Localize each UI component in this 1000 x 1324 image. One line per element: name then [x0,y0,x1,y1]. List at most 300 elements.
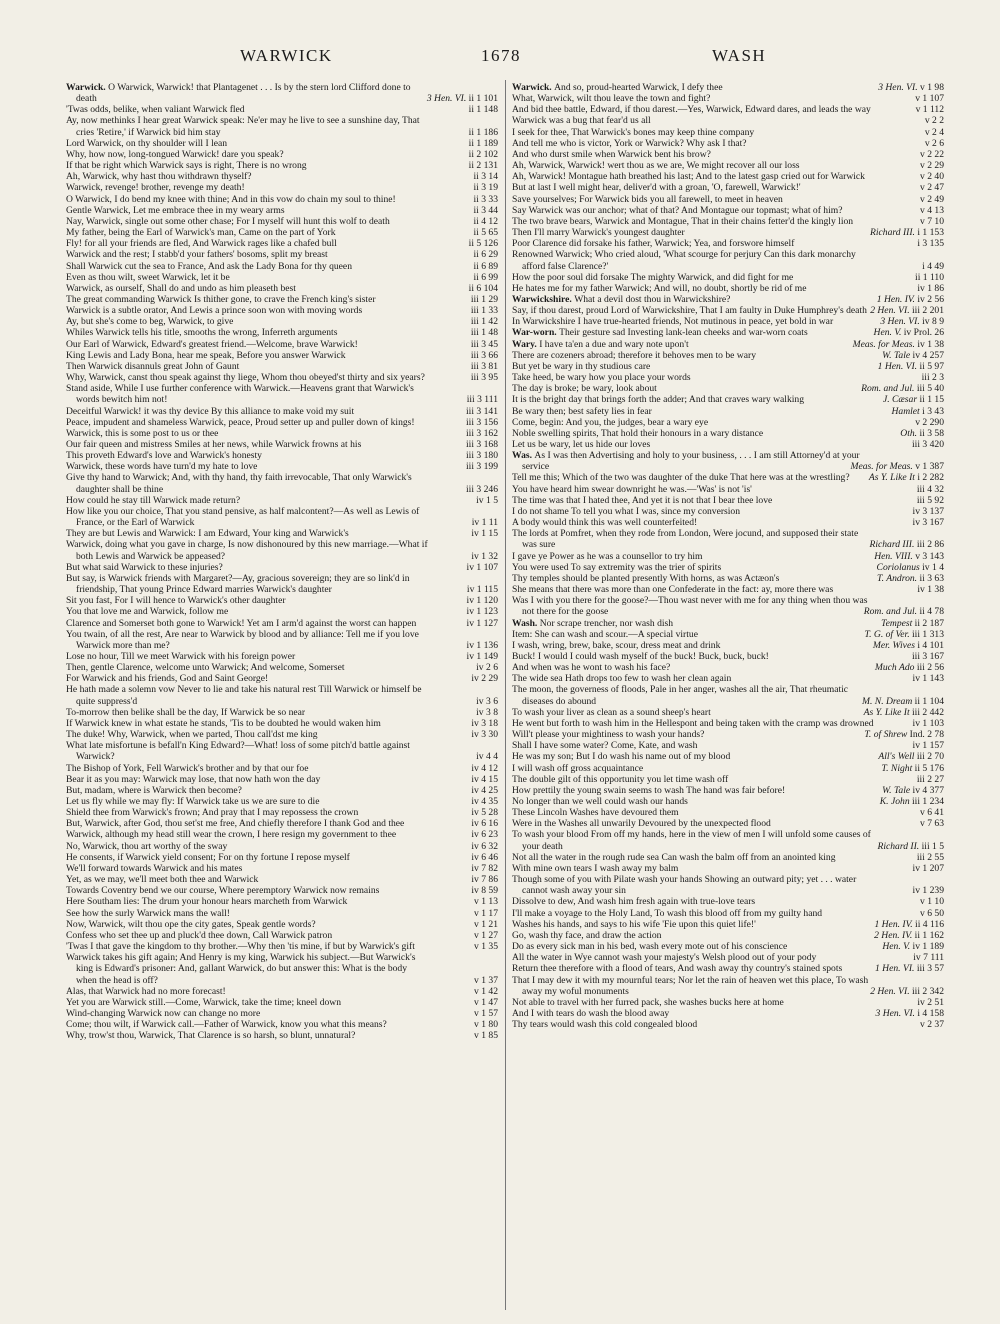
concordance-entry [66,171,498,182]
act-scene-line: iii 3 420 [912,439,944,450]
citation-reference [471,316,498,327]
quotation-text: Stand aside, While I use further conference with Warwick.—Heavens grant that Warwick's words bewitch him not! [66,383,414,406]
concordance-entry [512,372,944,383]
act-scene-line: ii 1 162 [914,929,944,941]
citation-reference [471,807,498,818]
concordance-entry [66,82,498,104]
act-scene-line: iv 1 86 [917,282,944,294]
concordance-entry [512,1008,944,1019]
concordance-entry [66,272,498,283]
quotation-text: Deceitful Warwick! it was thy device By this alliance to make void my suit [66,405,355,417]
act-scene-line: v 1 112 [915,104,944,116]
concordance-entry [66,908,498,919]
quotation-text: If that be right which Warwick says is right, There is no wrong [66,160,307,172]
concordance-entry [66,606,498,617]
quotation-text: It is the bright day that brings forth the adder; And that craves wary walking [512,394,805,406]
quotation-text: Save yourselves; For Warwick bids you all farewell, to meet in heaven [512,193,783,205]
act-scene-line: v 1 387 [915,461,944,473]
concordance-entry [66,539,498,561]
quotation-text: Clarence and Somerset both gone to Warwick! Yet am I arm'd against the worst can happen [66,617,417,629]
quotation-text: A body would think this was well counterfeited! [512,517,698,529]
act-scene-line: iv 8 59 [471,885,498,897]
act-scene-line: iv 1 107 [466,561,498,573]
citation-reference [875,963,944,974]
act-scene-line: iv 4 12 [471,762,498,774]
play-title: Meas. for Meas. [850,461,916,473]
running-header [64,46,936,70]
act-scene-line: iv 3 167 [912,517,944,529]
concordance-entry [66,350,498,361]
quotation-text: He hates me for my father Warwick; And will, no doubt, shortly be rid of me [512,282,807,294]
quotation-text: Ay, now methinks I hear great Warwick speak: Ne'er may he live to see a sunshine day, That cries 'Retire,' if Warwick bid him stay [66,115,420,138]
citation-reference [870,227,944,238]
act-scene-line: iii 3 199 [466,461,498,473]
quotation-text: Thy temples should be planted presently With horns, as was Actæon's [512,572,780,584]
quotation-text: Warwick, this is some post to us or thee [66,427,219,439]
play-title: 2 Hen. IV. [874,929,915,941]
citation-reference [913,952,944,963]
quotation-text: Was I with you there for the goose?—Thou wast never with me for any thing when thou was not there for the goose [512,595,868,618]
quotation-text: Why, how now, long-tongued Warwick! dare you speak? [66,148,284,160]
act-scene-line: iv 1 239 [912,885,944,897]
concordance-entry [66,283,498,294]
quotation-text: Alas, that Warwick had no more forecast! [66,985,226,997]
concordance-entry [512,673,944,684]
citation-reference [920,807,944,818]
citation-reference [873,640,944,651]
quotation-text: Ah, Warwick, why hast thou withdrawn thyself? [66,171,252,183]
citation-reference [476,662,498,673]
act-scene-line: iii 3 162 [466,427,498,439]
quotation-text: Then I'll marry Warwick's youngest daughter [512,227,685,239]
headword: Warwick. [512,82,555,93]
concordance-entry [66,238,498,249]
citation-reference [881,618,944,629]
quotation-text: He consents, if Warwick yield consent; For on thy fortune I repose myself [66,851,350,863]
quotation-text: Warwick takes his gift again; And Henry is my king, Warwick his subject.—But Warwick's king is Edward's prisoner: And, gallant Warwick, do but answer this: What is the body when the head is off? [66,952,416,986]
quotation-text: But, Warwick, after God, thou set'st me free, And chiefly therefore I thank God and thee [66,818,405,830]
citation-reference [466,461,498,472]
quotation-text: Confess who set thee up and pluck'd thee down, Call Warwick patron [66,929,333,941]
concordance-entry [512,796,944,807]
concordance-entry [66,763,498,774]
citation-reference [427,93,498,104]
citation-reference [876,1008,944,1019]
citation-reference [853,339,944,350]
quotation-text: Return thee therefore with a flood of tears, And wash away thy country's stained spots [512,963,843,975]
play-title: 2 Hen. VI. [870,305,913,317]
citation-reference [874,919,944,930]
act-scene-line: iv 1 4 [922,561,944,573]
citation-reference [466,417,498,428]
concordance-entry [66,216,498,227]
act-scene-line: iii 1 234 [912,796,944,807]
concordance-entry [66,495,498,506]
act-scene-line: i 3 135 [917,238,944,250]
act-scene-line: ii 4 116 [915,918,944,930]
play-title: Rom. and Jul. [863,606,920,618]
quotation-text: That I may dew it with my mournful tears; Nor let the rain of heaven wet this place, To wash away my woful monuments [512,974,869,997]
quotation-text: If Warwick knew in what estate he stands, 'Tis to be doubted he would waken him [66,717,381,729]
concordance-entry [66,261,498,272]
concordance-entry [512,785,944,796]
quotation-text: There are cozeners abroad; therefore it behoves men to be wary [512,349,756,361]
play-title: T. of Shrew [864,729,910,741]
quotation-text: 'Twas I that gave the kingdom to thy brother.—Why then 'tis mine, if but by Warwick's gift [66,941,415,953]
act-scene-line: ii 3 14 [473,171,498,183]
concordance-entry [512,394,944,405]
act-scene-line: ii 5 176 [914,762,944,774]
citation-reference [874,551,944,562]
act-scene-line: iv 1 11 [471,517,498,529]
citation-reference [882,941,944,952]
concordance-entry [66,651,498,662]
concordance-entry [512,595,944,617]
act-scene-line: iv 7 82 [471,862,498,874]
citation-reference [471,361,498,372]
concordance-entry [66,327,498,338]
citation-reference [913,517,944,528]
citation-reference [474,986,498,997]
concordance-entry [66,450,498,461]
quotation-text: She means that there was more than one Confederate in the fact: ay, more there was [512,584,834,596]
concordance-entry [512,194,944,205]
quotation-text: We'll forward towards Warwick and his mates [66,862,243,874]
play-title: 1 Hen. VI. [874,963,917,975]
concordance-entry [66,417,498,428]
header-left-keyword: WARWICK [240,46,333,65]
act-scene-line: v 2 49 [920,193,944,205]
citation-reference [471,863,498,874]
citation-reference [473,272,498,283]
quotation-text: Not all the water in the rough rude sea Can wash the balm off from an anointed king [512,851,836,863]
citation-reference [920,216,944,227]
concordance-entry [512,551,944,562]
quotation-text: Warwick, doing what you gave in charge, Is now dishonoured by this new marriage.—What if both Lewis and Warwick be appeased? [66,539,428,562]
act-scene-line: v 1 57 [474,1007,498,1019]
citation-reference [473,182,498,193]
act-scene-line: iv 3 18 [471,717,498,729]
act-scene-line: iii 3 111 [466,394,498,406]
act-scene-line: iv 6 23 [471,829,498,841]
citation-reference [471,372,498,383]
quotation-text: I wash, wring, brew, bake, scour, dress meat and drink [512,639,721,651]
play-title: Mer. Wives [872,639,918,651]
concordance-entry [66,461,498,472]
act-scene-line: ii 1 189 [468,137,498,149]
act-scene-line: iv 3 137 [912,505,944,517]
concordance-entry [512,495,944,506]
quotation-text: Not able to travel with her furred pack, she washes bucks here at home [512,996,784,1008]
citation-reference [471,852,498,863]
concordance-entry [66,439,498,450]
concordance-entry [512,450,944,472]
concordance-entry [512,651,944,662]
quotation-text: Will't please your mightiness to wash your hands? [512,729,705,741]
concordance-entry [66,406,498,417]
quotation-text: You have heard him swear downright he was.—'Was' is not 'is' [512,483,752,495]
quotation-text: The duke! Why, Warwick, when we parted, Thou call'dst me king [66,729,318,741]
citation-reference [471,551,498,562]
quotation-text: They are but Lewis and Warwick: I am Edward, Your king and Warwick's [66,528,349,540]
quotation-text: Be wary then; best safety lies in fear [512,405,652,417]
concordance-entry [512,740,944,751]
quotation-text: What a devil dost thou in Warwickshire? [574,293,731,305]
act-scene-line: iv 1 127 [466,617,498,629]
citation-reference [473,261,498,272]
citation-reference [891,406,944,417]
act-scene-line: iv Prol. 26 [903,327,944,339]
citation-reference [913,740,944,751]
quotation-text: See how the surly Warwick mans the wall! [66,907,230,919]
quotation-text: Why, trow'st thou, Warwick, That Clarence is so harsh, so blunt, unnatural? [66,1030,356,1042]
act-scene-line: iv 7 86 [471,874,498,886]
act-scene-line: iv 4 15 [471,773,498,785]
citation-reference [467,640,498,651]
play-title: Richard II. [877,840,922,852]
quotation-text: Thy tears would wash this cold congealed blood [512,1019,698,1031]
citation-reference [473,227,498,238]
citation-reference [469,149,498,160]
act-scene-line: ii 2 102 [468,148,498,160]
act-scene-line: iv 2 56 [917,293,944,305]
act-scene-line: ii 6 99 [473,271,498,283]
concordance-entry [512,216,944,227]
headword: Warwickshire. [512,293,575,305]
quotation-text: With mine own tears I wash away my balm [512,862,679,874]
quotation-text: Yet, as we may, we'll meet both thee and Warwick [66,874,259,886]
citation-reference [471,729,498,740]
quotation-text: Say, if thou darest, proud Lord of Warwickshire, That I am faulty in Duke Humphrey's death [512,305,867,317]
concordance-entry [512,127,944,138]
play-title: W. Tale [882,349,913,361]
act-scene-line: v 7 63 [920,818,944,830]
concordance-entry [512,618,944,629]
quotation-text: Bear it as you may: Warwick may lose, that now hath won the day [66,773,321,785]
act-scene-line: iii 1 5 [921,840,944,852]
act-scene-line: iv 8 9 [922,316,944,328]
act-scene-line: iii 1 313 [912,628,944,640]
citation-reference [474,919,498,930]
play-title: 1 Hen. VI. [877,360,920,372]
concordance-entry [66,896,498,907]
citation-reference [878,361,944,372]
citation-reference [467,562,498,573]
concordance-entry [512,227,944,238]
concordance-entry [512,774,944,785]
act-scene-line: iii 5 92 [916,494,944,506]
concordance-entry [66,852,498,863]
citation-reference [922,372,944,383]
concordance-entry [512,182,944,193]
act-scene-line: i 2 282 [917,472,944,484]
citation-reference [466,428,498,439]
act-scene-line: iv 4 25 [471,784,498,796]
citation-reference [920,896,944,907]
concordance-entry [512,852,944,863]
citation-reference [476,751,498,762]
concordance-entry [512,941,944,952]
citation-reference [880,796,944,807]
act-scene-line: iv 6 16 [471,818,498,830]
citation-reference [869,539,944,550]
concordance-entry [66,316,498,327]
act-scene-line: v 1 80 [474,1019,498,1031]
act-scene-line: v 1 10 [920,896,944,908]
act-scene-line: iii 3 141 [466,405,498,417]
quotation-text: Noble swelling spirits, That hold their honours in a wary distance [512,427,764,439]
citation-reference [466,450,498,461]
citation-reference [473,205,498,216]
quotation-text: Let us be wary, let us hide our loves [512,439,651,450]
citation-reference [920,194,944,205]
citation-reference [920,908,944,919]
citation-reference [877,841,944,852]
play-title: 3 Hen. VI. [875,1007,918,1019]
act-scene-line: ii 3 58 [919,427,944,439]
concordance-entry [66,629,498,651]
act-scene-line: iii 3 168 [466,439,498,450]
citation-reference [474,941,498,952]
concordance-entry [66,662,498,673]
citation-reference [875,662,944,673]
citation-reference [467,394,498,405]
act-scene-line: iv 5 28 [471,807,498,819]
concordance-entry [512,763,944,774]
citation-reference [917,997,944,1008]
concordance-entry [66,305,498,316]
concordance-entry [66,829,498,840]
quotation-text: O Warwick, I do bend my knee with thine; And in this vow do chain my soul to thine! [66,193,396,205]
act-scene-line: i 4 49 [922,260,944,272]
citation-reference [471,796,498,807]
play-title: 2 Hen. VI. [870,985,913,997]
act-scene-line: ii 5 65 [473,227,498,239]
play-title: 3 Hen. VI. [880,316,923,328]
concordance-entry [66,952,498,985]
citation-reference [469,160,498,171]
quotation-text: Though some of you with Pilate wash your hands Showing an outward pity; yet . . . water cannot wash away your sin [512,874,857,897]
citation-reference [912,651,944,662]
quotation-text: How could he stay till Warwick made return? [66,494,241,506]
concordance-entry [512,863,944,874]
act-scene-line: iii 2 56 [916,662,944,674]
citation-reference [476,696,498,707]
quotation-text: Come; thou wilt, if Warwick call.—Father of Warwick, know you what this means? [66,1019,387,1031]
act-scene-line: iv 2 29 [471,673,498,685]
play-title: As Y. Like It [863,706,913,718]
act-scene-line: iii 1 33 [470,305,498,317]
act-scene-line: v 6 41 [920,807,944,819]
act-scene-line: v 2 29 [920,160,944,172]
quotation-text: He went but forth to wash him in the Hellespont and being taken with the cramp was drowned [512,717,874,729]
quotation-text: The Bishop of York, Fell Warwick's brother and by that our foe [66,762,309,774]
act-scene-line: ii 6 89 [473,260,498,272]
concordance-entry [66,339,498,350]
quotation-text: The two brave bears, Warwick and Montague, That in their chains fetter'd the kingly lion [512,215,854,227]
quotation-text: I do not shame To tell you what I was, since my conversion [512,505,741,517]
concordance-entry [66,863,498,874]
concordance-entry [512,729,944,740]
left-column [66,82,498,1312]
citation-reference [900,428,944,439]
citation-reference [469,238,498,249]
quotation-text: For Warwick and his friends, God and Saint George! [66,673,269,685]
concordance-entry [512,93,944,104]
citation-reference [877,562,944,573]
act-scene-line: iii 2 70 [916,751,944,763]
play-title: Oth. [900,427,920,439]
citation-reference [476,495,498,506]
citation-reference [471,294,498,305]
quotation-text: Warwick, revenge! brother, revenge my death! [66,182,245,194]
play-title: All's Well [878,751,917,763]
citation-reference [850,461,944,472]
concordance-entry [66,249,498,260]
quotation-text: You that love me and Warwick, follow me [66,606,229,618]
citation-reference [917,484,944,495]
quotation-text: And I with tears do wash the blood away [512,1007,670,1019]
concordance-entry [512,272,944,283]
act-scene-line: iv 1 149 [466,650,498,662]
act-scene-line: iv 3 6 [476,695,498,707]
column-divider [505,80,506,1310]
concordance-entry [512,171,944,182]
act-scene-line: iii 2 3 [921,372,944,384]
citation-reference [474,930,498,941]
citation-reference [474,896,498,907]
concordance-entry [512,718,944,729]
quotation-text: How like you our choice, That you stand pensive, as half malcontent?—As well as Lewis of France, or the Earl of Warwick [66,505,420,529]
concordance-entry [66,684,498,706]
citation-reference [469,138,498,149]
concordance-entry [66,595,498,606]
play-title: T. Night [881,762,915,774]
act-scene-line: v 2 6 [924,137,944,149]
quotation-text: He hath made a solemn vow Never to lie and take his natural rest Till Warwick or himself be quite suppress'd [66,684,422,707]
citation-reference [882,350,944,361]
concordance-entry [66,383,498,405]
concordance-entry [512,383,944,394]
concordance-entry [512,294,944,305]
citation-reference [869,472,944,483]
play-title: T. G. of Ver. [864,628,913,640]
citation-reference [471,339,498,350]
citation-reference [878,82,944,93]
act-scene-line: iii 2 86 [916,539,944,551]
concordance-entry [512,829,944,851]
quotation-text: But at last I well might hear, deliver'd with a groan, 'O, farewell, Warwick!' [512,182,801,194]
concordance-entry [66,149,498,160]
concordance-entry [66,428,498,439]
quotation-text: You were used To say extremity was the trier of spirits [512,561,722,573]
act-scene-line: Ind. 2 78 [909,729,944,741]
citation-reference [471,763,498,774]
concordance-entry [512,997,944,1008]
quotation-text: Lord Warwick, on thy shoulder will I lean [66,137,228,149]
quotation-text: Even as thou wilt, sweet Warwick, let it be [66,271,230,283]
play-title: Hamlet [891,405,923,417]
act-scene-line: iv 6 46 [471,851,498,863]
act-scene-line: iii 1 48 [470,327,498,339]
citation-reference [870,986,944,997]
play-title: K. John [879,796,913,807]
act-scene-line: v 3 143 [915,550,944,562]
citation-reference [877,294,944,305]
citation-reference [920,182,944,193]
citation-reference [916,104,944,115]
citation-reference [467,584,498,595]
